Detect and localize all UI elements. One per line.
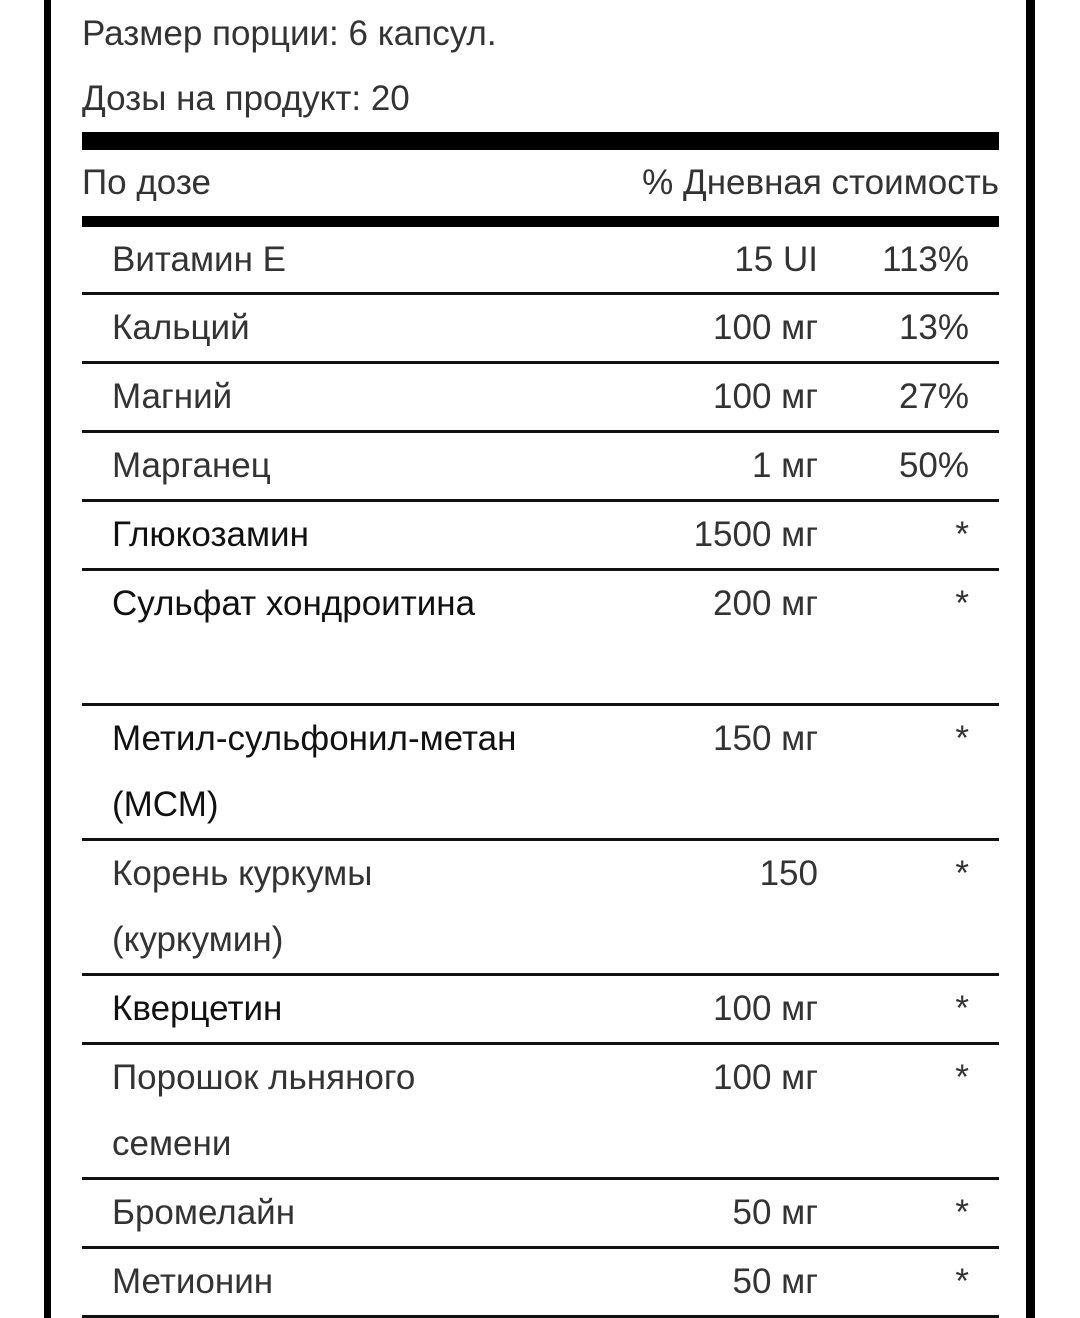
nutrient-name: Метионин xyxy=(112,1262,274,1301)
nutrient-daily-value: * xyxy=(955,1262,969,1301)
nutrient-amount: 15 UI xyxy=(734,240,818,279)
nutrient-amount: 100 мг xyxy=(713,1058,818,1097)
nutrient-amount: 100 мг xyxy=(713,308,818,347)
nutrient-amount: 200 мг xyxy=(713,584,818,623)
table-row xyxy=(82,433,999,502)
supplement-facts xyxy=(82,0,999,1318)
nutrient-daily-value: * xyxy=(955,584,969,623)
nutrient-amount: 100 мг xyxy=(713,377,818,416)
nutrient-amount: 100 мг xyxy=(713,989,818,1028)
table-header xyxy=(82,150,999,216)
table-row xyxy=(82,1180,999,1249)
nutrient-amount: 1500 мг xyxy=(693,515,818,554)
nutrient-name: Сульфат хондроитина xyxy=(112,584,476,623)
nutrient-name: Метил-сульфонил-метан (МСМ) xyxy=(112,719,517,824)
nutrient-amount: 150 xyxy=(759,854,818,893)
thick-divider-top xyxy=(82,132,999,150)
nutrient-daily-value: * xyxy=(955,1058,969,1097)
nutrient-amount: 150 мг xyxy=(713,719,818,758)
nutrient-daily-value: * xyxy=(955,854,969,893)
table-row xyxy=(82,571,999,706)
table-row xyxy=(82,706,999,841)
header-daily-value: % Дневная стоимость xyxy=(642,163,999,202)
nutrient-daily-value: * xyxy=(955,719,969,758)
table-row xyxy=(82,1249,999,1318)
nutrient-name: Магний xyxy=(112,377,233,416)
table-row xyxy=(82,227,999,295)
table-row xyxy=(82,295,999,364)
page-border-left xyxy=(44,0,51,1318)
nutrient-name: Порошок льняного семени xyxy=(112,1058,416,1163)
nutrient-daily-value: 50% xyxy=(898,446,969,485)
nutrient-daily-value: 27% xyxy=(898,377,969,416)
thick-divider-bottom xyxy=(82,216,999,227)
table-row xyxy=(82,1045,999,1180)
table-row xyxy=(82,841,999,976)
table-row xyxy=(82,364,999,433)
nutrient-daily-value: * xyxy=(955,1193,969,1232)
table-row xyxy=(82,502,999,571)
nutrient-name: Глюкозамин xyxy=(112,515,309,554)
nutrient-name: Марганец xyxy=(112,446,271,485)
nutrient-amount: 50 мг xyxy=(732,1262,818,1301)
nutrient-name: Кальций xyxy=(112,308,250,347)
nutrient-name: Бромелайн xyxy=(112,1193,296,1232)
nutrient-amount: 1 мг xyxy=(751,446,818,485)
doses-per-product: Дозы на продукт: 20 xyxy=(82,79,410,118)
nutrient-daily-value: 113% xyxy=(882,240,969,279)
header-per-dose: По дозе xyxy=(82,163,211,202)
page-border-right xyxy=(1026,0,1035,1318)
nutrient-daily-value: * xyxy=(955,515,969,554)
serving-size: Размер порции: 6 капсул. xyxy=(82,14,497,53)
table-row xyxy=(82,976,999,1045)
nutrient-amount: 50 мг xyxy=(732,1193,818,1232)
nutrient-name: Кверцетин xyxy=(112,989,283,1028)
nutrient-daily-value: * xyxy=(955,989,969,1028)
nutrient-name: Корень куркумы (куркумин) xyxy=(112,854,373,959)
nutrient-name: Витамин Е xyxy=(112,240,287,279)
nutrient-daily-value: 13% xyxy=(898,308,969,347)
